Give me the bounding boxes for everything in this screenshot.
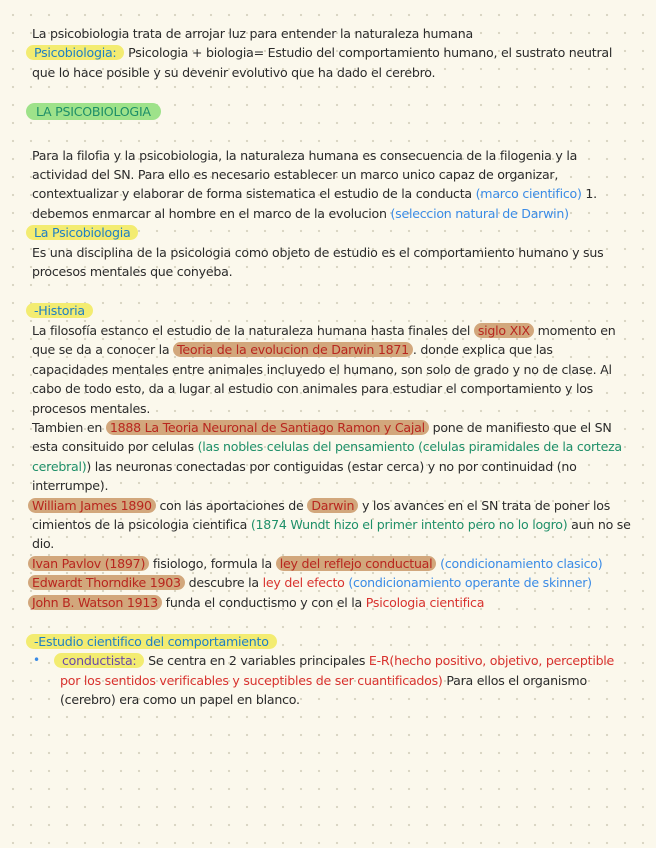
- seleccion-natural: (seleccion natural de Darwin): [390, 205, 569, 221]
- subheading-label: La Psicobiologia: [26, 225, 138, 240]
- psicobiologia-definition: Es una disciplina de la psicologia como objeto de estudio es el comportamiento humano y sus procesos mentales que conyeba.: [32, 244, 604, 280]
- ivan-pavlov: Ivan Pavlov (1897): [28, 556, 149, 571]
- list-item: • conductista: Se centra en 2 variables principales E-R(hecho positivo, objetivo, perceptible por los sentidos verificables y suceptibles de ser cuantificados) Para ellos el organismo (cerebro) era como un papel en blanco.: [33, 653, 615, 708]
- edward-thorndike: Edwardt Thorndike 1903: [28, 575, 185, 590]
- conductista-term: conductista:: [54, 653, 144, 668]
- celulas-pensamiento: (las nobles celulas del pensamiento (celulas piramidales de la corteza cerebral): [32, 439, 622, 474]
- er-description: (hecho positivo, objetivo, perceptible por los sentidos verificables y suceptibles de ser cuantificados): [60, 653, 615, 688]
- historia-paragraph-5: Edwardt Thorndike 1903 descubre la ley del efecto (condicionamiento operante de skinner): [32, 573, 632, 592]
- estudio-heading: [32, 632, 632, 651]
- marco-cientifico: (marco cientifico): [475, 186, 582, 202]
- historia-paragraph-4: Ivan Pavlov (1897) fisiologo, formula la ley del reflejo conductual (condicionamiento clasico): [32, 554, 632, 573]
- historia-heading: [32, 301, 632, 320]
- darwin: Darwin: [307, 498, 358, 513]
- historia-paragraph-2: Tambien en 1888 La Teoria Neuronal de Santiago Ramon y Cajal pone de manifiesto que el SN esta consituido por celulas (las nobles celulas del pensamiento (celulas piramidales de la corteza cerebral)) las neuronas conectadas por contiguidas (estar cerca) y no por continuidad (no interrumpe).: [32, 419, 622, 494]
- teoria-cajal: 1888 La Teoria Neuronal de Santiago Ramon y Cajal: [106, 420, 429, 435]
- estudio-label: -Estudio cientifico del comportamiento: [26, 634, 277, 649]
- psicobiologia-term: Psicobiologia:: [26, 45, 124, 60]
- intro-definition: [32, 43, 632, 82]
- siglo-xix: siglo XIX: [474, 323, 534, 338]
- historia-label: -Historia: [26, 303, 93, 318]
- ley-efecto: ley del efecto: [262, 575, 345, 591]
- william-james: William James 1890: [28, 498, 156, 513]
- estudio-list: [32, 651, 632, 709]
- john-watson: John B. Watson 1913: [28, 595, 162, 610]
- section-heading-psicobiologia: [32, 102, 632, 121]
- psicologia-cientifica: Psicologia cientifica: [365, 594, 485, 610]
- notes-page: [32, 24, 632, 710]
- psicobiologia-definition: Psicologia + biologia= Estudio del comportamiento humano, el sustrato neutral que lo hace posible y su devenir evolutivo que ha dado el cerebro.: [32, 45, 613, 80]
- bullet-icon: •: [33, 653, 40, 668]
- paragraph-text: Para la filofia y la psicobiologia, la naturaleza humana es consecuencia de la filogenia y la actividad del SN. Para ello es necesario establecer un marco unico capaz de organizar, contextualizar y elaborar de forma sistematica el estudio de la conducta: [32, 147, 578, 202]
- historia-paragraph-1: La filosofía estanco el estudio de la naturaleza humana hasta finales del siglo XIX momento en que se da a conocer la Teoria de la evolucion de Darwin 1871 . donde explica que las capacidades mentales entre animales incluyedo el humano, son solo de grado y no de clase. Al cabo de todo esto, da a lugar al estudio con animales para estudiar el comportamiento y los procesos mentales.: [32, 322, 616, 416]
- wundt-note: (1874 Wundt hizo el primer intento pero no lo logro): [250, 516, 568, 532]
- intro-line: La psicobiologia trata de arrojar luz para entender la naturaleza humana: [32, 26, 473, 41]
- er-label: E-R: [368, 653, 390, 669]
- historia-paragraph-6: John B. Watson 1913 funda el conductismo y con el la Psicologia cientifica: [32, 593, 632, 612]
- teoria-darwin: Teoria de la evolucion de Darwin 1871: [173, 342, 413, 357]
- paragraph-text-2: 1. debemos enmarcar al hombre en el marco de la evolucion: [32, 186, 597, 221]
- section-heading-label: LA PSICOBIOLOGIA: [26, 103, 161, 120]
- condicionamiento-clasico: (condicionamiento clasico): [440, 555, 603, 571]
- historia-paragraph-3: William James 1890 con las aportaciones de Darwin y los avances en el SN trata de poner los cimientos de la psicologia cientifica (1874 Wundt hizo el primer intento pero no lo logro) aun no se dio.: [32, 496, 632, 554]
- subheading-psicobiologia: [32, 223, 632, 242]
- ley-reflejo: ley del reflejo conductual: [276, 556, 437, 571]
- psicobiologia-paragraph: [32, 146, 632, 224]
- condicionamiento-operante: (condicionamiento operante de skinner): [348, 575, 592, 591]
